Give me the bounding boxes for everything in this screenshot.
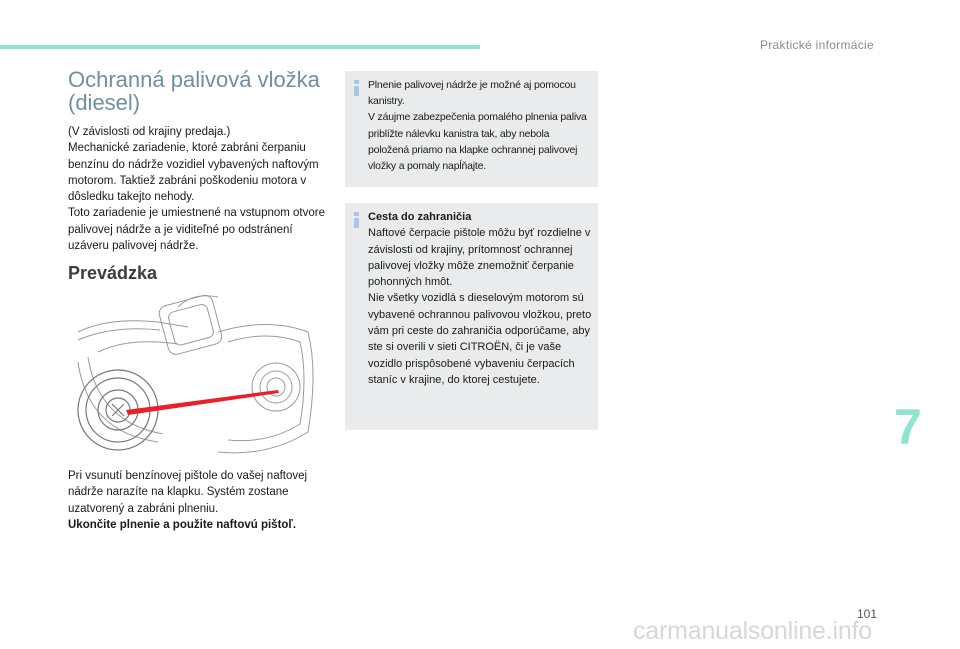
info-box-canister-line1: Plnenie palivovej nádrže je možné aj pomocou kanistry. [368, 79, 576, 108]
chapter-number: 7 [894, 399, 922, 455]
info-icon [352, 80, 362, 96]
watermark: carmanualsonline.info [633, 617, 873, 645]
header-accent-bar [0, 45, 480, 49]
intro-text [68, 124, 330, 254]
section-heading-operation: Prevádzka [68, 263, 158, 283]
info-box-travel-abroad [345, 203, 598, 430]
fuel-filler-illustration [68, 292, 330, 460]
info-box-canister [345, 71, 598, 187]
page-title [68, 68, 338, 114]
operation-warning: Ukončite plnenie a použite naftovú pištoľ. [68, 518, 297, 531]
info-box-travel-para1: Naftové čerpacie pištole môžu byť rozdielne v závislosti od krajiny, prítomnosť ochrannej palivovej vložky môže znemožniť čerpanie pohonných hmôt. [368, 227, 591, 289]
info-box-travel-title: Cesta do zahraničia [368, 211, 472, 223]
page-number: 101 [857, 607, 878, 621]
info-box-canister-line2: V záujme zabezpečenia pomalého plnenia paliva priblížte nálevku kanistra tak, aby nebola položená priamo na klapke ochrannej palivovej vložky a pomaly napĺňajte. [368, 111, 587, 173]
intro-paragraph-3: Toto zariadenie je umiestnené na vstupnom otvore palivovej nádrže a je viditeľné po odstránení uzáveru palivovej nádrže. [68, 207, 325, 253]
section-header-label: Praktické informácie [759, 38, 874, 52]
info-icon [352, 212, 362, 228]
title-line-1: Ochranná palivová vložka [68, 67, 320, 92]
info-box-travel-para2: Nie všetky vozidlá s dieselovým motorom sú vybavené ochrannou palivovou vložkou, preto vám pri ceste do zahraničia odporúčame, aby ste si overili v sieti CITROËN, či je vaše vozidlo prispôsobené vybaveniu čerpacích staníc v krajine, do ktorej cestujete. [368, 292, 592, 386]
operation-text [68, 468, 330, 533]
operation-paragraph: Pri vsunutí benzínovej pištole do vašej naftovej nádrže narazíte na klapku. Systém zostane uzatvorený a zabráni plneniu. [68, 470, 308, 515]
intro-paragraph-2: Mechanické zariadenie, ktoré zabráni čerpaniu benzínu do nádrže vozidiel vybavených naftovým motorom. Taktiež zabráni poškodeniu motora v dôsledku takejto nehody. [68, 142, 319, 204]
intro-paragraph-1: (V závislosti od krajiny predaja.) [68, 126, 231, 138]
title-line-2: (diesel) [68, 90, 141, 115]
